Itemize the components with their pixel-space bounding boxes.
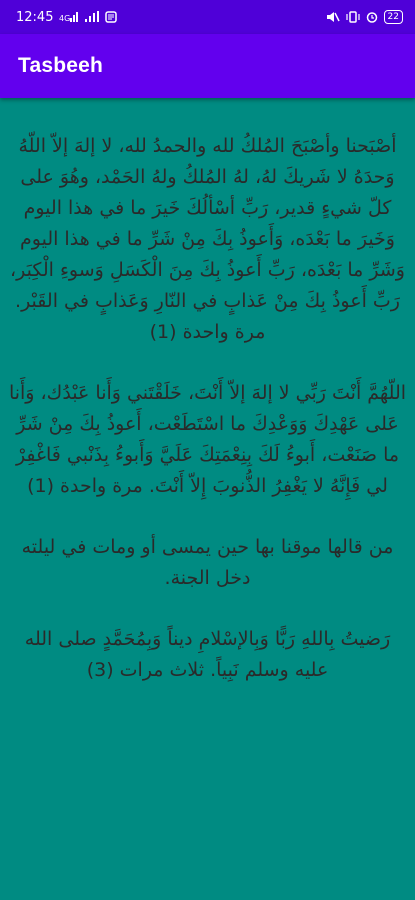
svg-text:4G: 4G (59, 14, 71, 23)
mute-icon (326, 11, 340, 23)
notification-icon (105, 11, 117, 23)
spacer (0, 594, 415, 624)
status-right (326, 10, 403, 24)
spacer (0, 348, 415, 378)
battery-icon (384, 10, 403, 24)
spacer (0, 101, 415, 131)
dhikr-note: من قالها موقنا بها حين يمسى أو ومات في ليلته دخل الجنة. (21, 536, 394, 589)
app-title: Tasbeeh (18, 54, 104, 77)
spacer (0, 502, 415, 532)
network-type-icon (59, 11, 79, 23)
dhikr-paragraph: أصْبَحنا وأصْبَحَ المُلكُ لله والحمدُ لله، لا إلهَ إلاّ اللّهُ وَحدَهُ لا شَريكَ لهُ، لهُ المُلكُ ولهُ الحَمْد، وهُوَ على كلّ شيءٍ قدير، رَبِّ أسْألُكَ خَيرَ ما في هذا اليوم وَخَيرَ ما بَعْدَه، وَأَعوذُ بِكَ مِنْ شَرِّ ما في هذا اليوم وَشَرِّ ما بَعْدَه، رَبِّ أَعوذُ بِكَ مِنَ الْكَسَلِ وَسوءِ الْكِبَر، رَبِّ أَعوذُ بِكَ مِنْ عَذابٍ في النّارِ وَعَذابٍ في القَبْر. مرة واحدة (1) (10, 135, 405, 343)
app-bar (0, 34, 415, 98)
content-scroll-area[interactable] (0, 98, 415, 900)
vibrate-icon (346, 11, 360, 23)
status-bar (0, 0, 415, 34)
text-scroller (0, 70, 415, 686)
signal-icon (85, 11, 99, 23)
alarm-icon (366, 11, 378, 23)
status-left (16, 10, 117, 25)
battery-level: 22 (387, 12, 399, 22)
status-time: 12:45 (16, 9, 54, 25)
dhikr-paragraph: رَضيتُ بِاللهِ رَبًّا وَبِالإسْلامِ ديناً وَبِمُحَمَّدٍ صلى الله عليه وسلم نَبِياً. ثلاث مرات (3) (24, 628, 391, 681)
dhikr-paragraph: اللّهُمَّ أَنْتَ رَبِّي لا إلهَ إلاّ أَنْتَ، خَلَقْتَني وَأَنا عَبْدُك، وَأَنا عَلى عَهْدِكَ وَوَعْدِكَ ما اسْتَطَعْت، أَعوذُ بِكَ مِنْ شَرِّ ما صَنَعْت، أَبوءُ لَكَ بِنِعْمَتِكَ عَلَيَّ وَأَبوءُ بِذَنْبي فَاغْفِرْ لي فَإِنَّهُ لا يَغْفِرُ الذُّنوبَ إِلاّ أَنْتَ. مرة واحدة (1) (8, 382, 407, 497)
